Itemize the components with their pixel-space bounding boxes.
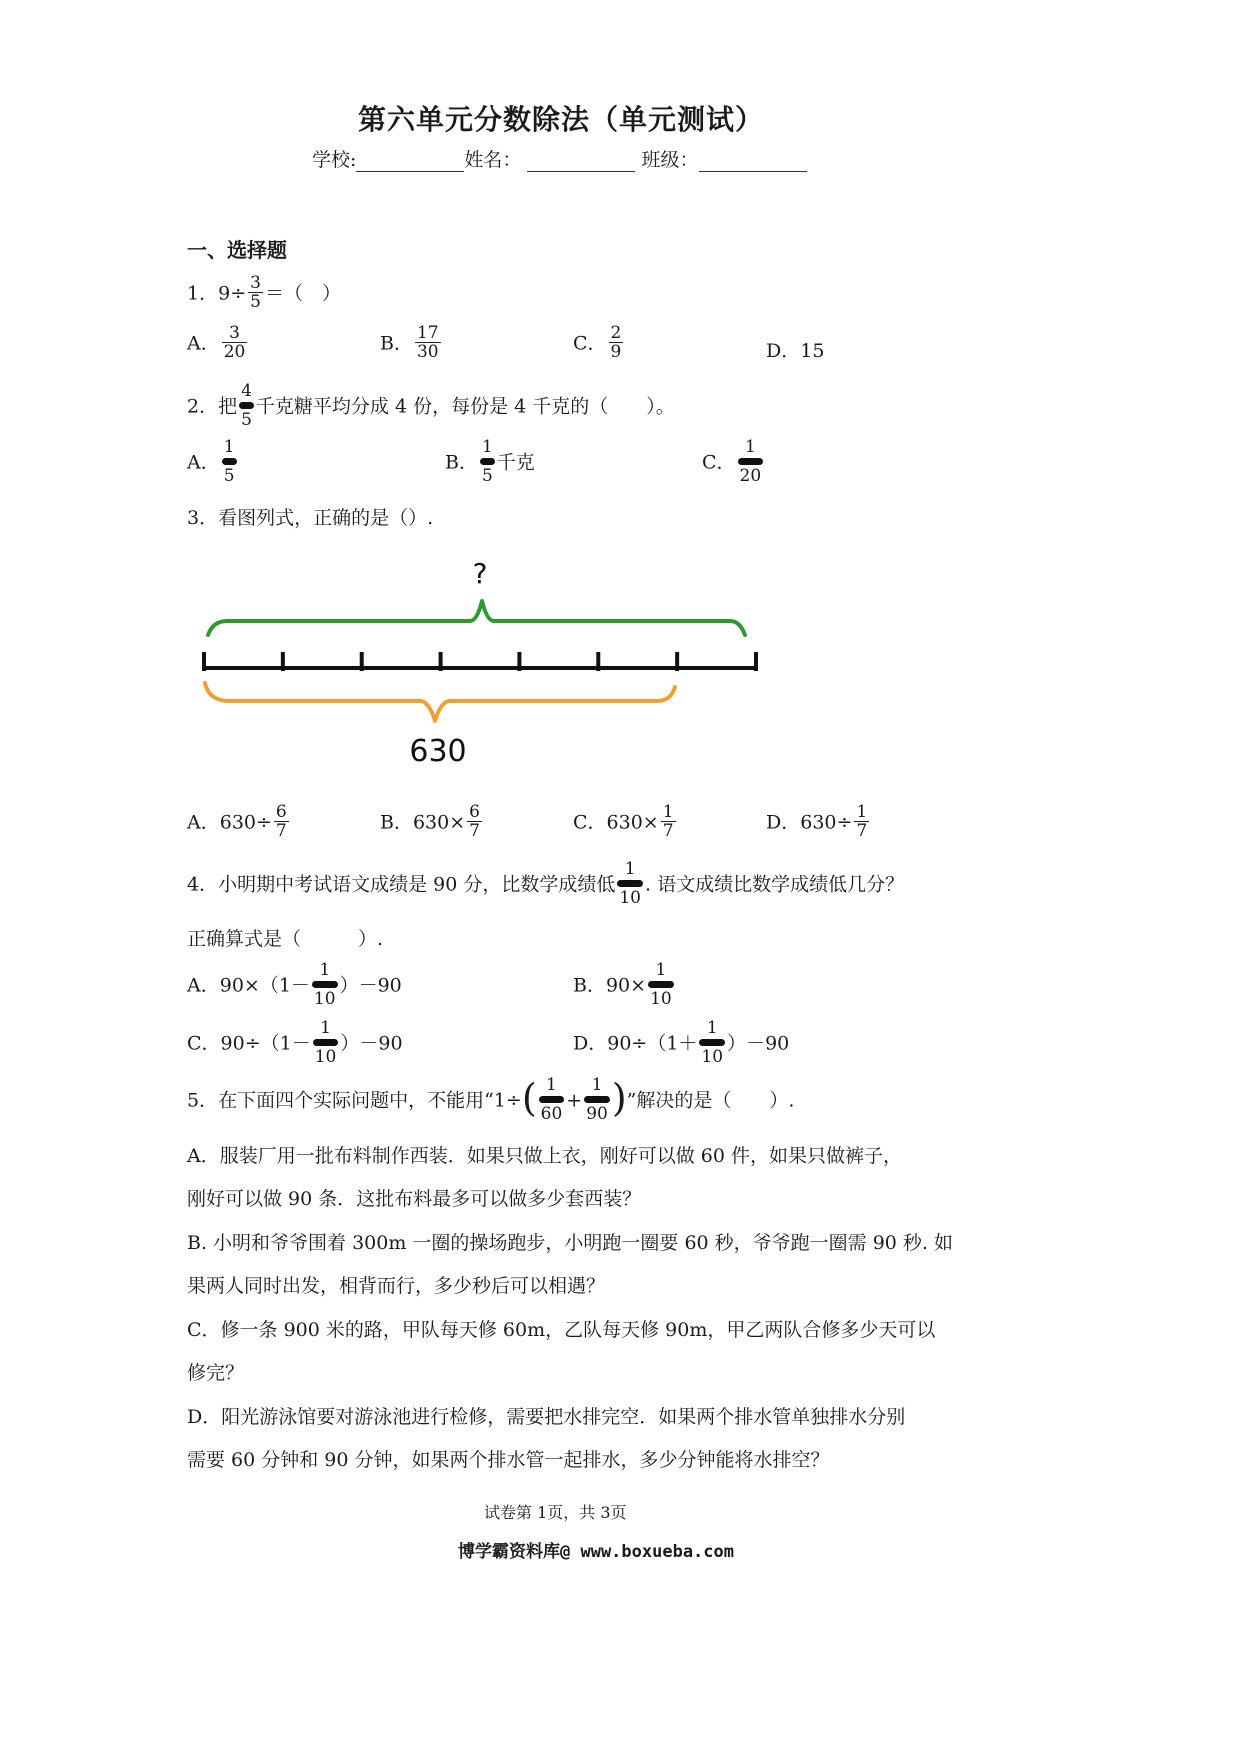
q1-option-b[interactable]: B． $\frac{17}{30}$ [380, 323, 439, 362]
q4-fraction: 1 10 [619, 859, 641, 908]
orange-brace [205, 683, 675, 721]
q5-option-c-line1[interactable]: C．修一条 900 米的路，甲队每天修 60m，乙队每天修 90m，甲乙两队合修多少天可以 [187, 1319, 936, 1341]
question-4 [187, 859, 905, 909]
q1-op: ÷ [230, 282, 247, 305]
question-5 [187, 1075, 795, 1125]
q1-number: 1． [187, 282, 219, 305]
class-blank[interactable] [699, 149, 807, 172]
q5-option-b-line2[interactable]: 果两人同时出发，相背而行，多少秒后可以相遇？ [187, 1275, 606, 1297]
diagram-bottom-label: 630 [409, 734, 467, 769]
q2-option-a[interactable]: A． 1 5 [187, 437, 235, 486]
q4-line2: 正确算式是（ ）. [187, 928, 384, 950]
q5-option-d-line2[interactable]: 需要 60 分钟和 90 分钟，如果两个排水管一起排水，多少分钟能将水排空？ [187, 1449, 830, 1471]
q5-option-d-line1[interactable]: D．阳光游泳馆要对游泳池进行检修，需要把水排完空．如果两个排水管单独排水分别 [187, 1406, 906, 1428]
question-2 [187, 381, 675, 431]
q4-option-b[interactable]: B．90× 1 10 [573, 960, 672, 1009]
page-number: 试卷第 1页，共 3页 [484, 1503, 627, 1522]
q5-option-b-line1[interactable]: B. 小明和爷爷围着 300m 一圈的操场跑步，小明跑一圈要 60 秒，爷爷跑一圈需 90 秒. 如 [187, 1232, 953, 1254]
q5-fraction-1: 1 60 [540, 1075, 563, 1124]
q4-text-b: . 语文成绩比数学成绩低几分？ [645, 873, 905, 896]
class-label: 班级： [641, 149, 699, 171]
q5-text-b: ”解决的是（ ）. [626, 1089, 795, 1112]
q3-option-b[interactable]: B．630× $\frac{6}{7}$ [380, 802, 480, 841]
watermark: 博学霸资料库@ www.boxueba.com [458, 1542, 734, 1562]
q5-paren-open: ( [521, 1075, 537, 1120]
q5-option-c-line2[interactable]: 修完？ [187, 1362, 245, 1384]
q1-whole: 9 [218, 282, 231, 305]
q2-suffix: 千克糖平均分成 4 份，每份是 4 千克的（ ）。 [255, 395, 675, 418]
school-label: 学校: [312, 149, 357, 171]
q5-option-a-line2[interactable]: 刚好可以做 90 条．这批布料最多可以做多少套西装？ [187, 1188, 642, 1210]
question-1 [187, 273, 341, 313]
q5-fraction-2: 1 90 [586, 1075, 608, 1124]
school-blank[interactable] [356, 149, 464, 172]
q1-option-c[interactable]: C． $\frac{2}{9}$ [573, 323, 622, 362]
q1-option-a[interactable]: A． $\frac{3}{20}$ [187, 323, 246, 362]
diagram-top-label: ? [472, 557, 488, 590]
name-label: 姓名： [464, 149, 522, 171]
q5-option-a-line1[interactable]: A．服装厂用一批布料制作西装．如果只做上衣，刚好可以做 60 件，如果只做裤子， [187, 1145, 902, 1167]
question-3: 3．看图列式，正确的是（）. [187, 507, 434, 529]
green-brace [208, 601, 745, 635]
number-line-diagram [195, 555, 775, 775]
q2-option-b[interactable]: B． 1 5 千克 [445, 437, 535, 486]
q1-fraction: $\frac{3}{5}$ [250, 273, 261, 312]
q4-option-c[interactable]: C．90÷（1－ 1 10 ）－90 [187, 1018, 403, 1067]
q2-fraction: 4 5 [241, 381, 252, 430]
q5-paren-close: ) [611, 1075, 627, 1120]
q3-option-d[interactable]: D．630÷ $\frac{1}{7}$ [766, 802, 868, 841]
page-title: 第六单元分数除法（单元测试） [358, 103, 765, 136]
q3-option-a[interactable]: A．630÷ $\frac{6}{7}$ [187, 802, 287, 841]
q3-option-c[interactable]: C．630× $\frac{1}{7}$ [573, 802, 674, 841]
q5-text-a: 5．在下面四个实际问题中，不能用“1÷ [187, 1089, 522, 1112]
section-title: 一、选择题 [187, 238, 287, 262]
student-info-row [312, 145, 807, 172]
q5-plus: + [566, 1089, 583, 1112]
q4-option-d[interactable]: D．90÷（1＋ 1 10 ）－90 [573, 1018, 790, 1067]
q2-option-c[interactable]: C． 1 20 [702, 437, 762, 486]
q1-option-d[interactable]: D．15 [766, 340, 825, 362]
q4-text-a: 4．小明期中考试语文成绩是 90 分，比数学成绩低 [187, 873, 616, 896]
q2-prefix: 2．把 [187, 395, 238, 418]
q1-suffix: ＝（ ） [264, 282, 341, 305]
q4-option-a[interactable]: A．90×（1－ 1 10 ）－90 [187, 960, 402, 1009]
name-blank[interactable] [527, 149, 635, 172]
